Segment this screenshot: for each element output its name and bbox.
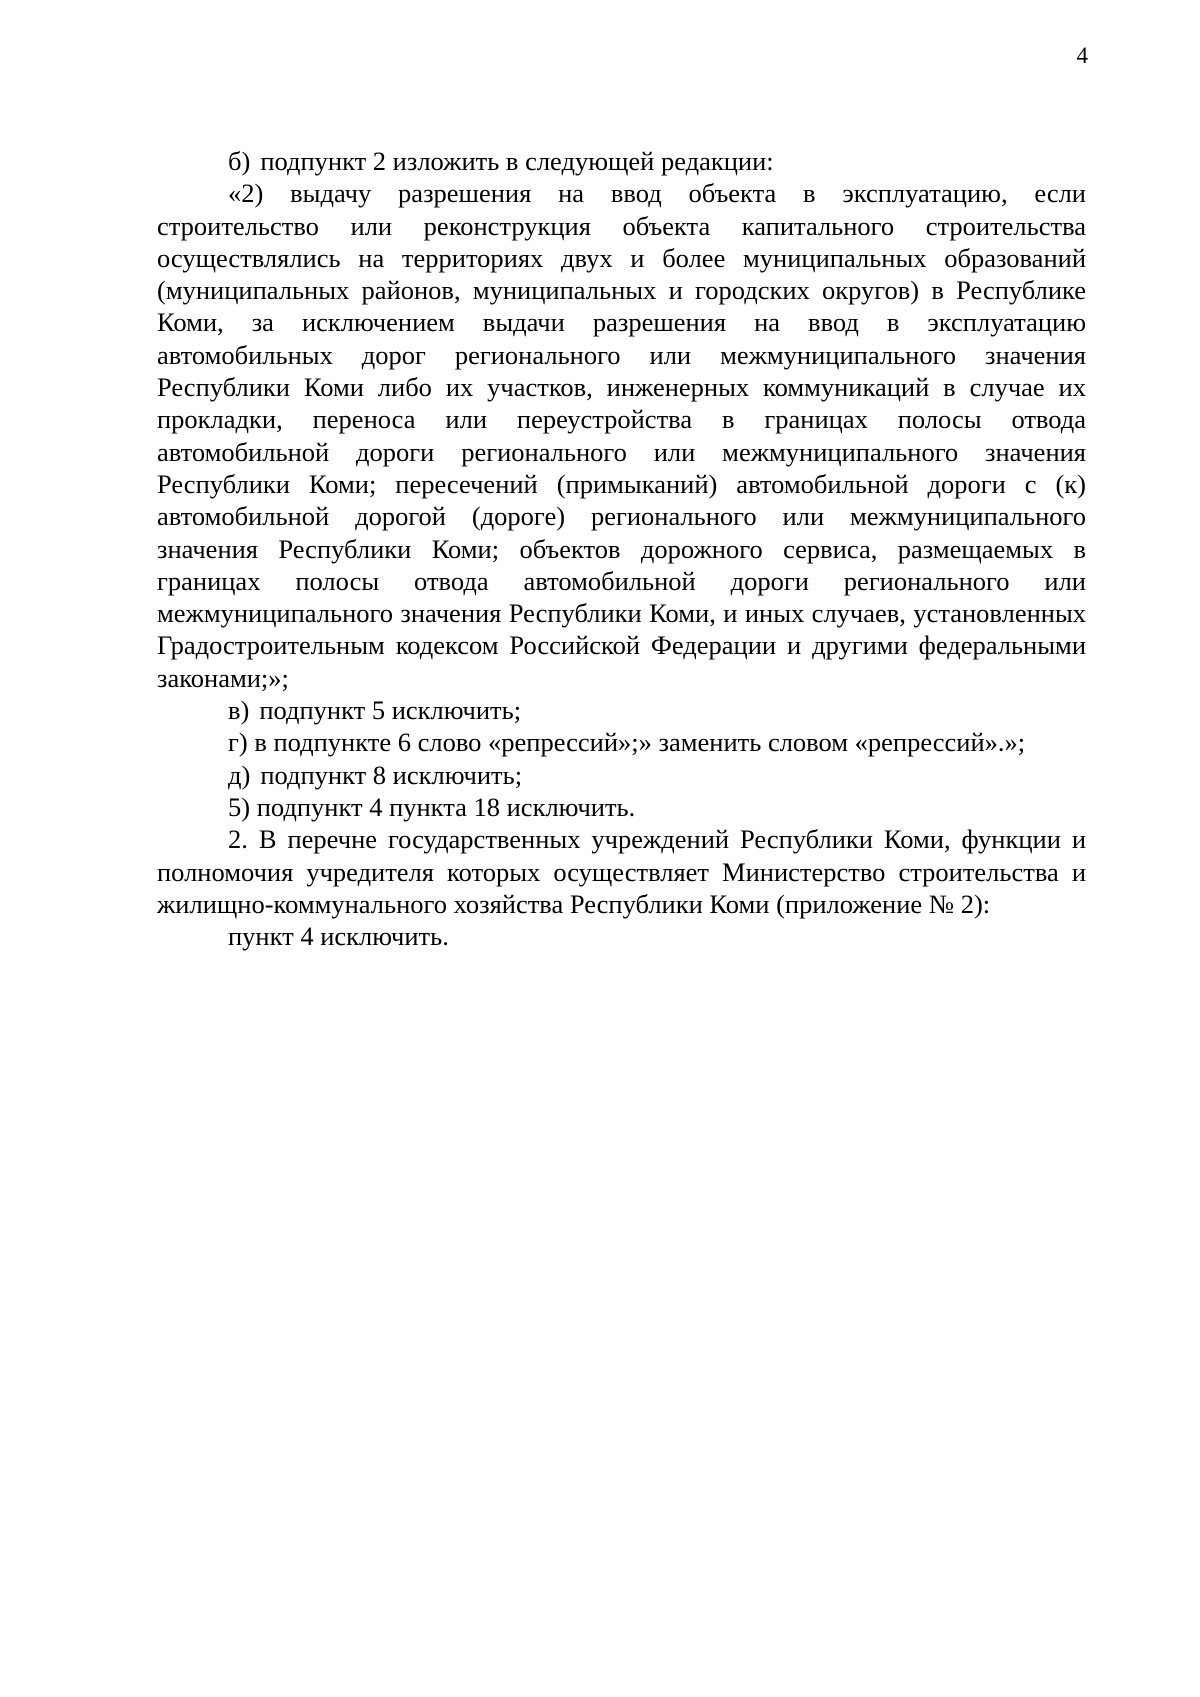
paragraph-text: выдачу разрешения на ввод объекта в эксплуатацию, если строительство или реконструкция объекта капитального строительства осуществлялись на территориях двух и более муниципальных образований (муниципальных районов, муниципальных и городских округов) в Республике Коми, за исключением выдачи разрешения на ввод в эксплуатацию автомобильных дорог регионального или межмуниципального значения Республики Коми либо их участков, инженерных коммуникаций в случае их прокладки, переноса или переустройства в границах полосы отвода автомобильной дороги регионального или межмуниципального значения Республики Коми; пересечений (примыканий) автомобильной дороги с (к) автомобильной дорогой (дороге) регионального или межмуниципального значения Республики Коми; объектов дорожного сервиса, размещаемых в границах полосы отвода автомобильной дороги регионального или межмуниципального значения Республики Коми, и иных случаев, установленных Градостроительным кодексом Российской Федерации и другими федеральными законами;»; <box>157 178 1086 693</box>
paragraph-subitem-d <box>157 759 1086 791</box>
paragraph-marker: г) <box>228 727 248 758</box>
paragraph-marker: «2) <box>228 178 264 209</box>
paragraph-text: подпункт 8 исключить; <box>260 759 523 790</box>
paragraph-marker: 2. <box>228 824 248 855</box>
document-body <box>157 145 1086 952</box>
paragraph-marker: д) <box>228 759 251 790</box>
paragraph-subitem-2-text <box>157 177 1086 694</box>
paragraph-text: пункт 4 исключить. <box>228 921 449 952</box>
paragraph-subitem-v <box>157 694 1086 726</box>
paragraph-section-2 <box>157 823 1086 920</box>
paragraph-marker: б) <box>228 146 251 176</box>
page-number: 4 <box>1076 43 1088 68</box>
paragraph-item-4-exclusion <box>157 920 1086 952</box>
paragraph-subitem-g <box>157 726 1086 758</box>
paragraph-subitem-b <box>157 145 1086 177</box>
paragraph-marker: в) <box>228 695 250 726</box>
paragraph-text: подпункт 4 пункта 18 исключить. <box>256 791 636 822</box>
paragraph-text: в подпункте 6 слово «репрессий»;» заменить словом «репрессий».»; <box>254 727 1026 758</box>
paragraph-item-5 <box>157 791 1086 823</box>
paragraph-text: В перечне государственных учреждений Республики Коми, функции и полномочия учредителя которых осуществляет Министерство строительства и жилищно-коммунального хозяйства Республики Коми (приложение № 2): <box>157 824 1086 919</box>
paragraph-text: подпункт 2 изложить в следующей редакции: <box>260 146 774 176</box>
paragraph-text: подпункт 5 исключить; <box>259 695 522 726</box>
paragraph-marker: 5) <box>228 791 251 822</box>
